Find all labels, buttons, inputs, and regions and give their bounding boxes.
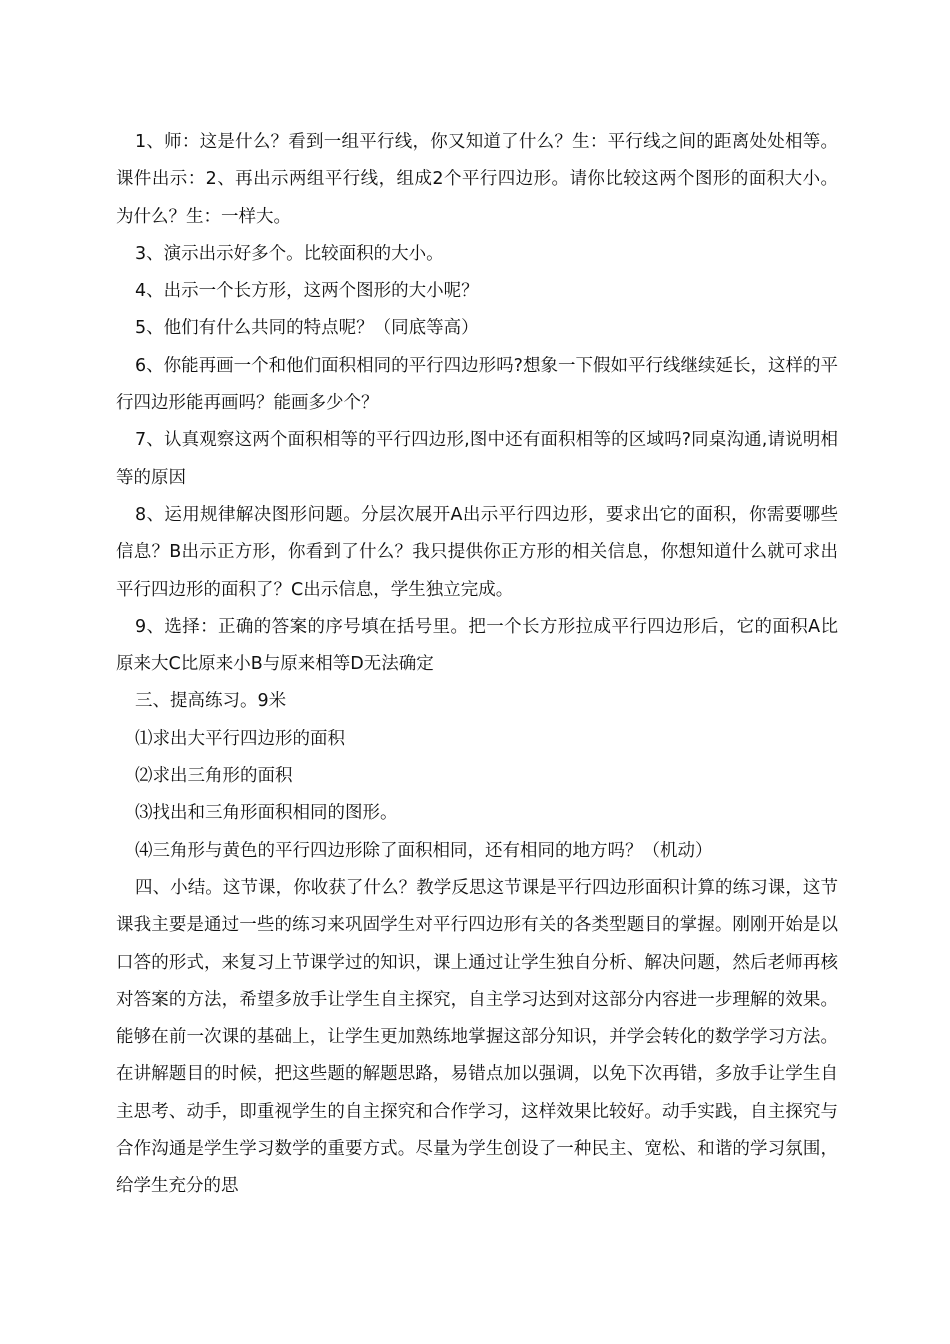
section-heading-practice: 三、提高练习。9米 (135, 691, 287, 712)
paragraph-item-8: 8、运用规律解决图形问题。分层次展开A出示平行四边形，要求出它的面积，你需要哪些信息？B出示正方形，你看到了什么？我只提供你正方形的相关信息，你想知道什么就可求出平行四边形的面积了？C出示信息，学生独立完成。 (116, 504, 838, 600)
practice-item-1: ⑴求出大平行四边形的面积 (135, 728, 345, 749)
paragraph-item-5: 5、他们有什么共同的特点呢？（同底等高） (135, 318, 479, 339)
paragraph-item-9: 9、选择：正确的答案的序号填在括号里。把一个长方形拉成平行四边形后，它的面积A比原来大C比原来小B与原来相等D无法确定 (116, 616, 838, 675)
practice-item-2: ⑵求出三角形的面积 (135, 766, 293, 787)
paragraph-item-3: 3、演示出示好多个。比较面积的大小。 (135, 243, 444, 264)
practice-item-3: ⑶找出和三角形面积相同的图形。 (135, 803, 398, 824)
paragraph-item-6: 6、你能再画一个和他们面积相同的平行四边形吗?想象一下假如平行线继续延长，这样的平行四边形能再画吗？能画多少个？ (116, 355, 838, 414)
practice-item-4: ⑷三角形与黄色的平行四边形除了面积相同，还有相同的地方吗？（机动） (135, 840, 713, 861)
summary-paragraph: 四、小结。这节课，你收获了什么？教学反思这节课是平行四边形面积计算的练习课，这节课我主要是通过一些的练习来巩固学生对平行四边形有关的各类型题目的掌握。刚刚开始是以口答的形式，来复习上节课学过的知识，课上通过让学生独自分析、解决问题，然后老师再核对答案的方法，希望多放手让学生自主探究，自主学习达到对这部分内容进一步理解的效果。能够在前一次课的基础上，让学生更加熟练地掌握这部分知识，并学会转化的数学学习方法。在讲解题目的时候，把这些题的解题思路，易错点加以强调，以免下次再错，多放手让学生自主思考、动手，即重视学生的自主探究和合作学习，这样效果比较好。动手实践，自主探究与合作沟通是学生学习数学的重要方式。尽量为学生创设了一种民主、宽松、和谐的学习氛围，给学生充分的思 (116, 877, 838, 1197)
document-body (116, 124, 838, 1206)
paragraph-item-1: 1、师：这是什么？看到一组平行线，你又知道了什么？生：平行线之间的距离处处相等。课件出示：2、再出示两组平行线，组成2个平行四边形。请你比较这两个图形的面积大小。为什么？生：一样大。 (116, 132, 838, 227)
paragraph-item-7: 7、认真观察这两个面积相等的平行四边形,图中还有面积相等的区域吗?同桌沟通,请说明相等的原因 (116, 430, 838, 488)
paragraph-item-4: 4、出示一个长方形，这两个图形的大小呢？ (135, 281, 479, 302)
